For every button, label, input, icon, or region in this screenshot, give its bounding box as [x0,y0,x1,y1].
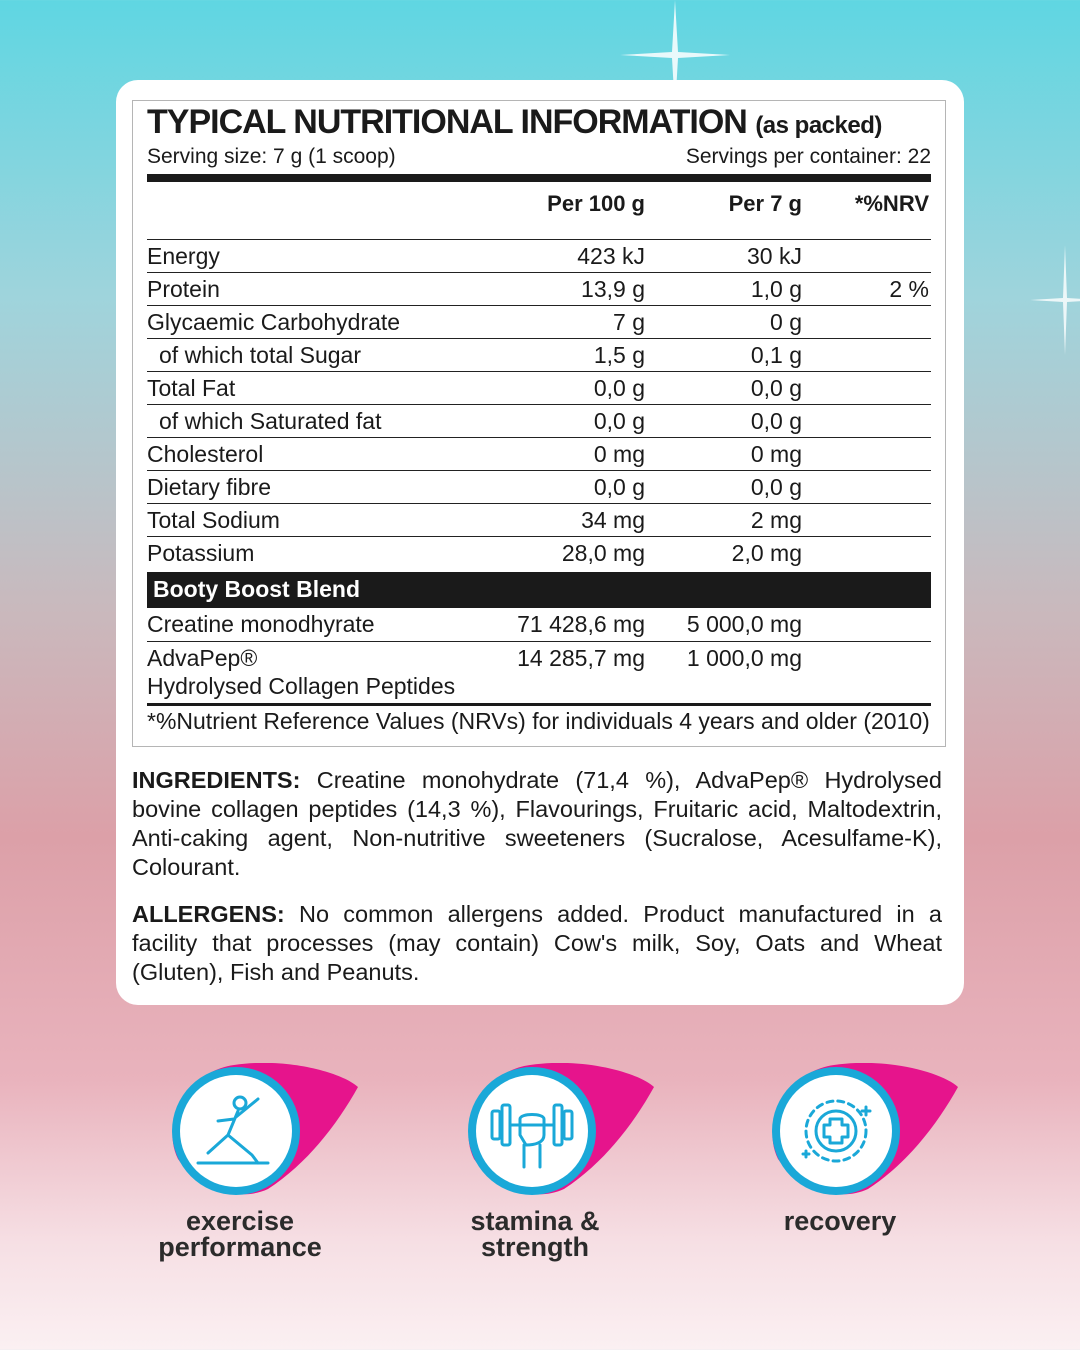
row-per100: 28,0 mg [561,540,645,566]
table-row [147,470,931,503]
row-name: Creatine monodhyrate [147,611,375,637]
dumbbell-fist-icon [464,1063,664,1195]
table-row [147,371,931,404]
row-per100: 14 285,7 mg [517,645,645,671]
row-per7: 1,0 g [750,276,802,302]
benefit-label: exercise performance [158,1206,322,1262]
row-name: Cholesterol [147,441,264,467]
column-header: *%NRV [854,191,929,216]
allergens-label: ALLERGENS: [132,901,285,927]
row-name: Glycaemic Carbohydrate [147,309,401,335]
nrv-footnote: *%Nutrient Reference Values (NRVs) for individuals 4 years and older (2010) [147,703,931,735]
recovery-cross-icon [768,1063,968,1195]
row-per7: 2,0 mg [731,540,802,566]
ingredients-text [132,766,942,882]
nutrition-table [132,100,946,747]
row-per100: 1,5 g [593,342,645,368]
table-row [147,338,931,371]
row-per7: 0 g [770,309,802,335]
benefit-label: recovery [783,1206,897,1236]
row-name: Dietary fibre [147,474,271,500]
table-row [147,536,931,569]
table-row [147,305,931,338]
table-row [147,437,931,470]
table-divider [147,174,931,182]
row-per7: 5 000,0 mg [686,611,802,637]
table-row [147,608,931,641]
row-name-line2: Hydrolysed Collagen Peptides [147,673,456,699]
row-per100: 13,9 g [581,276,645,302]
column-header: Per 100 g [547,191,645,216]
row-name: Protein [147,276,220,302]
ingredients-body: Creatine monohydrate (71,4 %), AdvaPep® Hydrolysed bovine collagen peptides (14,3 %), Flavourings, Fruitaric acid, Maltodextrin, Anti-caking agent, Non-nutritive sweeteners (Sucralose, Acesulfame-K), Colourant. [132,767,942,880]
row-per100: 0,0 g [593,474,645,500]
column-header: Per 7 g [728,191,802,216]
table-row [147,272,931,305]
table-row [147,404,931,437]
benefit-label: stamina & strength [470,1206,600,1262]
row-per100: 0 mg [593,441,645,467]
servings-per-container: Servings per container: 22 [685,145,931,168]
table-row [147,239,931,272]
row-name: Total Fat [147,375,236,401]
row-per7: 0,1 g [750,342,802,368]
row-name: AdvaPep® [147,645,258,671]
sparkle-decoration [1030,245,1080,355]
allergens-text [132,900,942,987]
row-per7: 0,0 g [750,375,802,401]
row-per7: 30 kJ [747,243,802,269]
blend-header: Booty Boost Blend [147,572,931,608]
row-per100: 34 mg [581,507,645,533]
row-per7: 1 000,0 mg [686,645,802,671]
row-name: of which Saturated fat [159,408,382,434]
serving-size: Serving size: 7 g (1 scoop) [147,145,396,168]
row-nrv: 2 % [889,276,929,302]
ingredients-label: INGREDIENTS: [132,767,301,793]
row-name: Potassium [147,540,255,566]
info-card [116,80,964,1005]
row-name: of which total Sugar [159,342,362,368]
row-name: Total Sodium [147,507,280,533]
table-row [147,503,931,536]
nutrition-title: TYPICAL NUTRITIONAL INFORMATION (as packed) [147,103,882,141]
exercise-pose-icon [168,1063,368,1195]
table-row [147,641,931,703]
row-per7: 0 mg [750,441,802,467]
row-per100: 0,0 g [593,408,645,434]
row-name: Energy [147,243,220,269]
row-per7: 2 mg [750,507,802,533]
row-per100: 0,0 g [593,375,645,401]
allergens-body: No common allergens added. Product manufactured in a facility that processes (may contain) Cow's milk, Soy, Oats and Wheat (Gluten), Fish and Peanuts. [132,901,942,985]
row-per100: 423 kJ [577,243,645,269]
row-per7: 0,0 g [750,408,802,434]
row-per7: 0,0 g [750,474,802,500]
row-per100: 7 g [613,309,645,335]
row-per100: 71 428,6 mg [517,611,645,637]
